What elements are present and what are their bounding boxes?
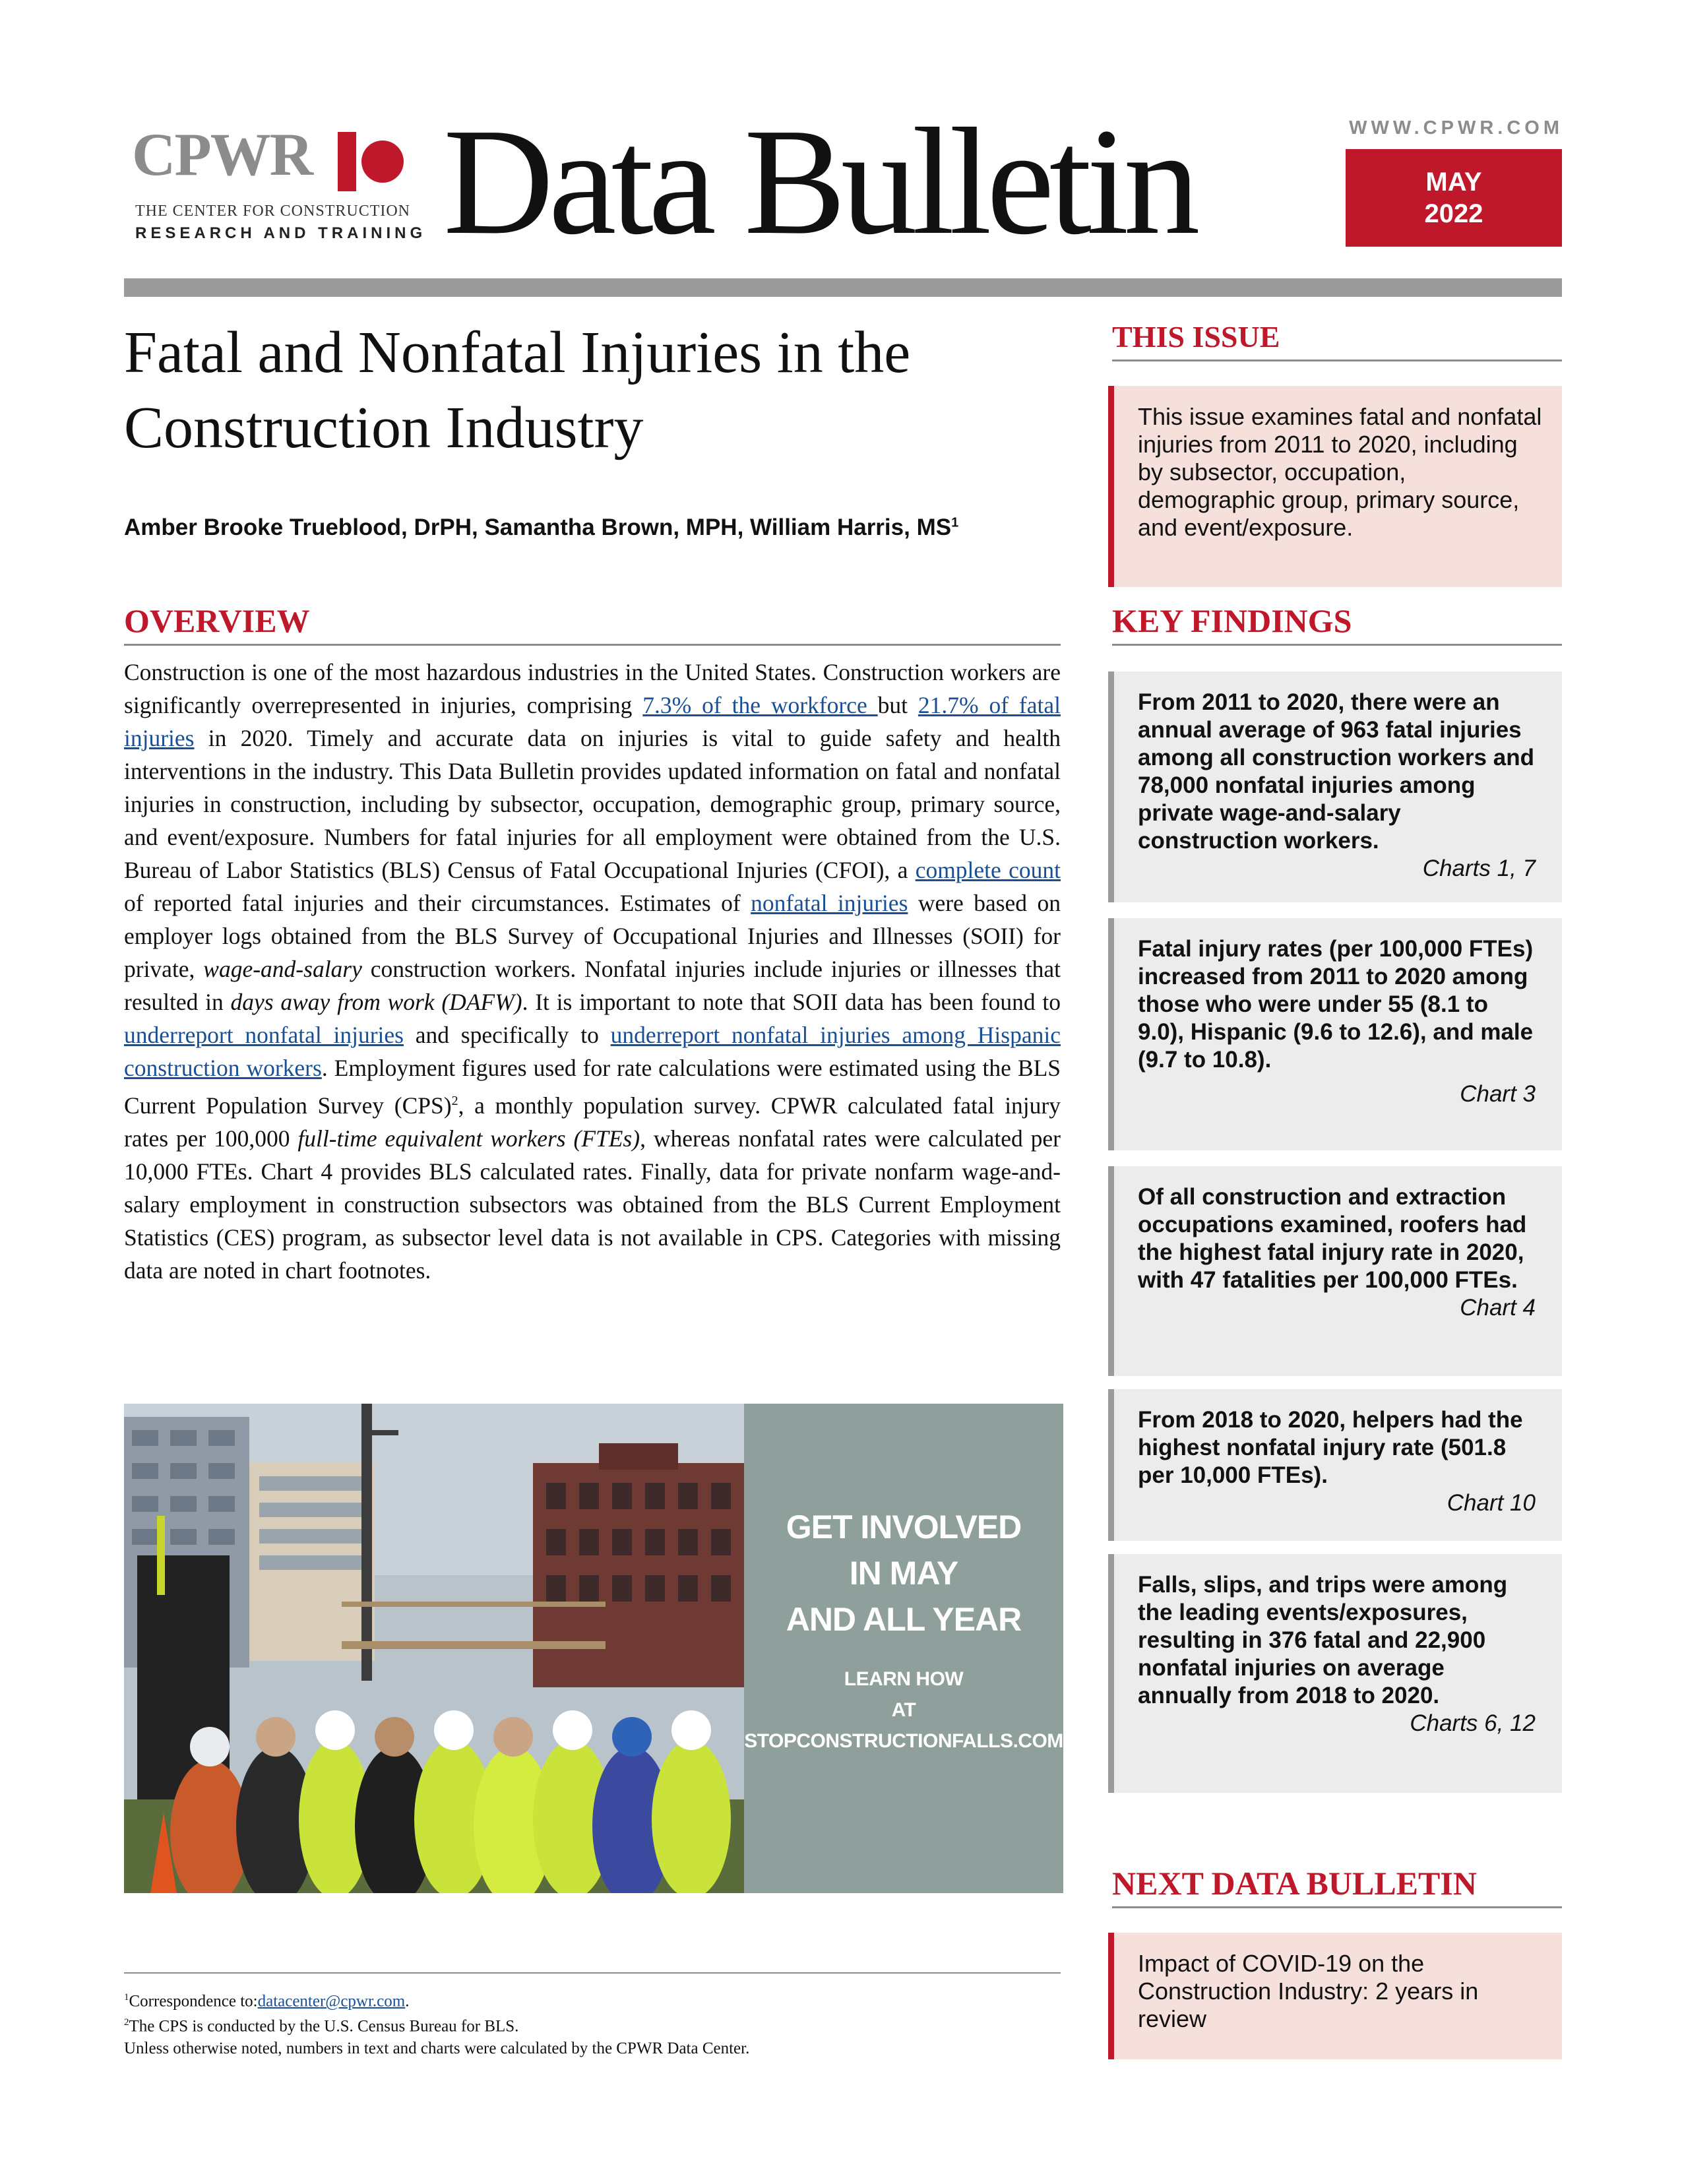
email-link[interactable]: datacenter@cpwr.com bbox=[257, 1992, 406, 2011]
key-findings-heading: KEY FINDINGS bbox=[1112, 602, 1352, 639]
footnote-text: Correspondence to: bbox=[129, 1992, 258, 2011]
key-finding-chart-ref: Chart 10 bbox=[1447, 1490, 1536, 1516]
photo-illustration bbox=[124, 1404, 744, 1893]
promo-line-4: LEARN HOW bbox=[844, 1668, 964, 1690]
promo-headline bbox=[744, 1504, 1063, 1642]
promo-cta[interactable] bbox=[744, 1664, 1063, 1757]
logo-mark-icon bbox=[338, 132, 412, 191]
overview-heading: OVERVIEW bbox=[124, 602, 310, 639]
key-finding-text: Of all construction and extraction occupations examined, roofers had the highest fatal injury rate in 2020, with 47 fatalities per 100,000 FTEs. bbox=[1138, 1184, 1527, 1293]
footnote-text: . bbox=[405, 1992, 410, 2011]
overview-rule bbox=[124, 644, 1061, 646]
overview-text: in 2020. Timely and accurate data on injuries is vital to guide safety and health interventions in the industry. This Data Bulletin provides updated information on fatal and nonfatal injuries in construction, including by subsector, occupation, demographic group, primary source, and event/exposure. Numbers for fatal injuries for all employment were obtained from the U.S. Bureau of Labor Statistics (BLS) Census of Fatal Occupational Injuries (CFOI), a bbox=[124, 725, 1061, 883]
next-bulletin-heading: NEXT DATA BULLETIN bbox=[1112, 1865, 1477, 1902]
footnote-text: The CPS is conducted by the U.S. Census Bureau for BLS. bbox=[129, 2017, 519, 2036]
link-workforce[interactable]: 7.3% of the workforce bbox=[642, 692, 878, 718]
article-title bbox=[124, 315, 1074, 466]
key-findings-rule bbox=[1112, 644, 1562, 646]
footnote-mark: 2 bbox=[451, 1094, 458, 1108]
this-issue-rule bbox=[1112, 359, 1562, 361]
header-divider bbox=[124, 278, 1562, 297]
key-finding-chart-ref: Chart 4 bbox=[1460, 1295, 1536, 1321]
website-link[interactable]: WWW.CPWR.COM bbox=[1349, 117, 1563, 139]
overview-italic: days away from work (DAFW) bbox=[230, 989, 522, 1015]
key-finding-card bbox=[1108, 918, 1562, 1150]
overview-text: of reported fatal injuries and their circumstances. Estimates of bbox=[124, 890, 751, 916]
author-line bbox=[124, 515, 1087, 541]
promo-line-3: AND ALL YEAR bbox=[786, 1601, 1022, 1638]
overview-text: . It is important to note that SOII data has been found to bbox=[522, 989, 1061, 1015]
footnote-1 bbox=[124, 1987, 1061, 2012]
authors-text: Amber Brooke Trueblood, DrPH, Samantha Brown, MPH, William Harris, MS bbox=[124, 515, 952, 540]
link-nonfatal-injuries[interactable]: nonfatal injuries bbox=[751, 890, 908, 916]
title-line-1: Fatal and Nonfatal Injuries in the bbox=[124, 320, 911, 385]
promo-url[interactable]: STOPCONSTRUCTIONFALLS.COM bbox=[744, 1730, 1063, 1752]
key-finding-text: From 2018 to 2020, helpers had the highest nonfatal injury rate (501.8 per 10,000 FTEs). bbox=[1138, 1407, 1523, 1488]
key-finding-chart-ref: Chart 3 bbox=[1460, 1081, 1536, 1107]
key-finding-text: Falls, slips, and trips were among the leading events/exposures, resulting in 376 fatal and 22,900 nonfatal injuries on average annually from 2018 to 2020. bbox=[1138, 1572, 1508, 1708]
overview-body bbox=[124, 656, 1061, 1287]
overview-text: , a monthly population survey. CPWR calculated fatal injury rates per 100,000 bbox=[124, 1092, 1061, 1152]
key-finding-text: From 2011 to 2020, there were an annual average of 963 fatal injuries among all construction workers and 78,000 nonfatal injuries among private wage-and-salary construction workers. bbox=[1138, 689, 1534, 854]
this-issue-box bbox=[1108, 386, 1562, 587]
promo-line-5: AT bbox=[891, 1699, 916, 1721]
logo-tagline-1: THE CENTER FOR CONSTRUCTION bbox=[135, 203, 411, 220]
overview-text: Construction is one of the most hazardous industries in the United States. Construction workers are significantly overrepresented in injuries, comprising bbox=[124, 659, 1061, 718]
overview-text: . Employment figures used for rate calculations were estimated using the BLS Current Population Survey (CPS) bbox=[124, 1055, 1061, 1119]
construction-site-photo bbox=[124, 1404, 744, 1893]
this-issue-text: This issue examines fatal and nonfatal injuries from 2011 to 2020, including by subsector, occupation, demographic group, primary source, and event/exposure. bbox=[1138, 403, 1542, 541]
link-complete-count[interactable]: complete count bbox=[915, 857, 1061, 883]
overview-text: , whereas nonfatal rates were calculated per 10,000 FTEs. Chart 4 provides BLS calculated rates. Finally, data for private nonfarm wage-and-salary employment in construction subsectors was obtained from the BLS Current Employment Statistics (CES) program, as subsector level data is not available in CPS. Categories with missing data are noted in chart footnotes. bbox=[124, 1125, 1061, 1284]
issue-date-badge bbox=[1346, 149, 1562, 247]
footnote-3: Unless otherwise noted, numbers in text and charts were calculated by the CPWR Data Center. bbox=[124, 2039, 750, 2057]
this-issue-heading: THIS ISSUE bbox=[1112, 320, 1280, 354]
footnote-mark: 1 bbox=[124, 1992, 129, 2003]
footnotes bbox=[124, 1987, 1061, 2059]
logo-tagline-2: RESEARCH AND TRAINING bbox=[135, 224, 427, 242]
next-bulletin-box bbox=[1108, 1933, 1562, 2059]
key-finding-card bbox=[1108, 1554, 1562, 1793]
key-finding-text: Fatal injury rates (per 100,000 FTEs) increased from 2011 to 2020 among those who were under 55 (8.1 to 9.0), Hispanic (9.6 to 12.6), and male (9.7 to 10.8). bbox=[1138, 936, 1534, 1073]
logo-wordmark: CPWR bbox=[132, 121, 313, 188]
promo-panel[interactable] bbox=[744, 1404, 1063, 1893]
overview-italic: wage-and-salary bbox=[203, 956, 362, 982]
next-bulletin-text: Impact of COVID-19 on the Construction Industry: 2 years in review bbox=[1138, 1950, 1479, 2032]
overview-text: were based on employer logs obtained from the BLS Survey of Occupational Injuries and Illnesses (SOII) for private, bbox=[124, 890, 1061, 982]
overview-text: but bbox=[877, 692, 918, 718]
promo-line-2: IN MAY bbox=[849, 1555, 958, 1592]
link-underreport[interactable]: underreport nonfatal injuries bbox=[124, 1022, 404, 1048]
key-finding-chart-ref: Charts 1, 7 bbox=[1422, 856, 1536, 881]
key-finding-chart-ref: Charts 6, 12 bbox=[1410, 1710, 1536, 1736]
issue-year: 2022 bbox=[1424, 199, 1483, 228]
authors-footnote-mark: 1 bbox=[951, 515, 959, 530]
link-underreport-hispanic[interactable]: underreport nonfatal injuries among Hispanic construction workers bbox=[124, 1022, 1061, 1081]
overview-italic: full-time equivalent workers (FTEs) bbox=[297, 1125, 640, 1152]
title-line-2: Construction Industry bbox=[124, 395, 644, 461]
masthead-title: Data Bulletin bbox=[443, 97, 1195, 266]
footnote-2 bbox=[124, 2012, 1061, 2037]
next-bulletin-rule bbox=[1112, 1906, 1562, 1908]
footnote-mark: 2 bbox=[124, 2017, 129, 2028]
footnote-divider bbox=[124, 1972, 1061, 1974]
issue-month: MAY bbox=[1425, 168, 1482, 197]
link-fatal-injuries[interactable]: 21.7% of fatal injuries bbox=[124, 692, 1061, 751]
overview-text: construction workers. Nonfatal injuries include injuries or illnesses that resulted in bbox=[124, 956, 1061, 1015]
key-finding-card bbox=[1108, 1166, 1562, 1376]
key-finding-card bbox=[1108, 1389, 1562, 1541]
key-finding-card bbox=[1108, 671, 1562, 902]
promo-line-1: GET INVOLVED bbox=[786, 1509, 1022, 1545]
overview-text: and specifically to bbox=[403, 1022, 611, 1048]
